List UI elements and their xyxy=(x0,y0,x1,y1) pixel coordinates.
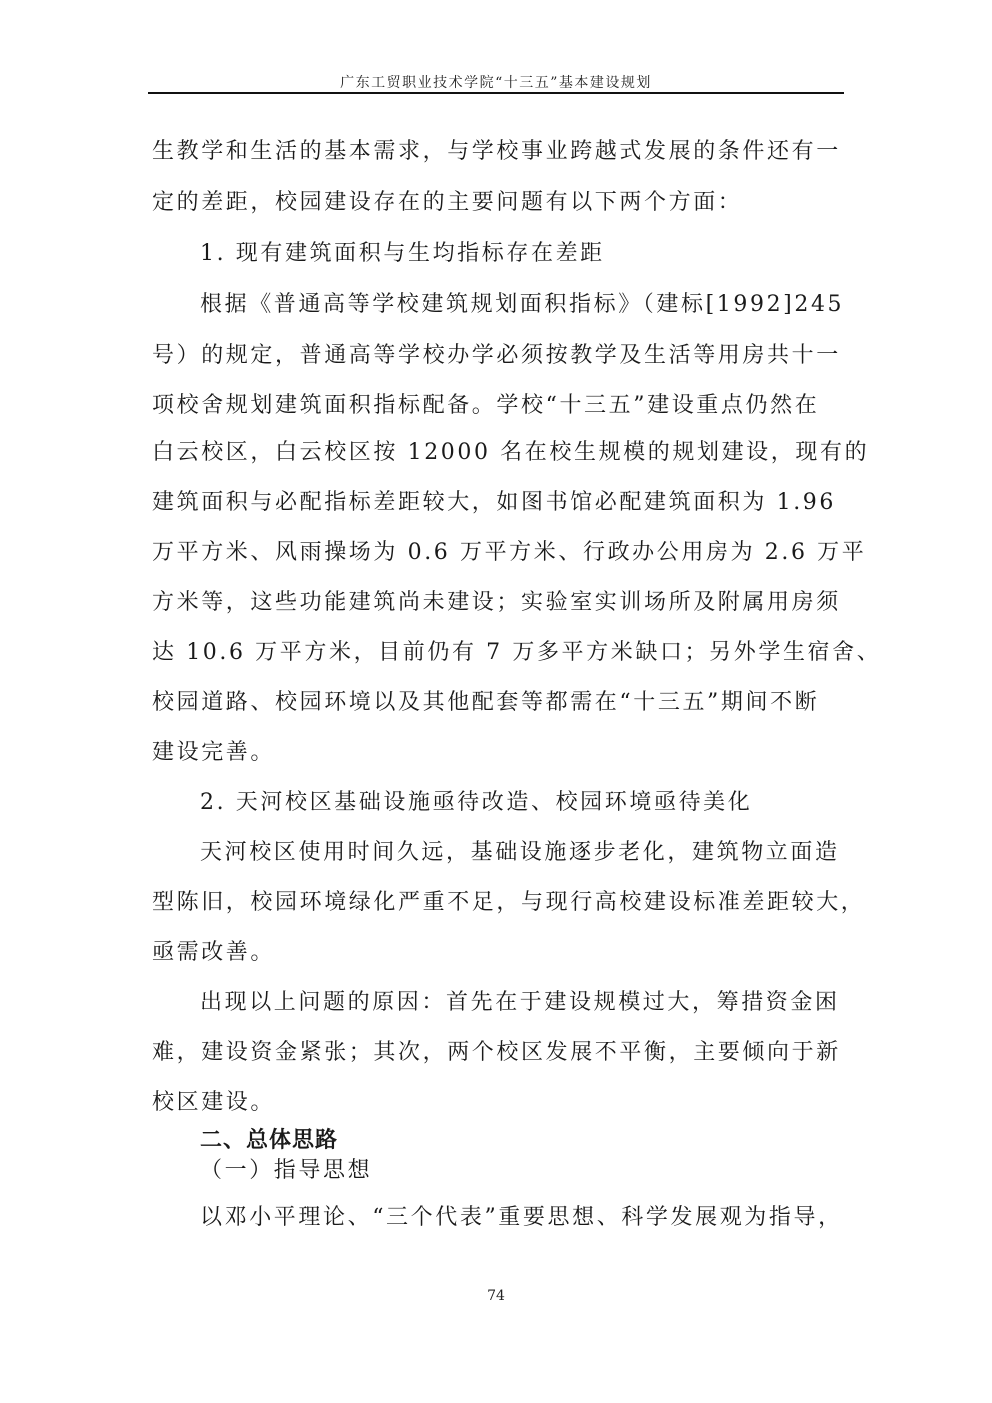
section-heading: 二、总体思路 xyxy=(200,1128,339,1153)
paragraph-start: 出现以上问题的原因：首先在于建设规模过大，筹措资金困 xyxy=(200,990,840,1015)
paragraph-start: 以邓小平理论、“三个代表”重要思想、科学发展观为指导， xyxy=(200,1205,843,1230)
subheading-1: 1. 现有建筑面积与生均指标存在差距 xyxy=(200,241,605,266)
body-line: 白云校区，白云校区按 12000 名在校生规模的规划建设，现有的 xyxy=(152,440,870,465)
body-line: 建筑面积与必配指标差距较大，如图书馆必配建筑面积为 1.96 xyxy=(152,490,836,515)
body-line: 建设完善。 xyxy=(152,740,276,765)
body-line: 亟需改善。 xyxy=(152,940,276,965)
paragraph-start: 根据《普通高等学校建筑规划面积指标》（建标[1992]245 xyxy=(200,292,845,317)
body-line: 方米等，这些功能建筑尚未建设；实验室实训场所及附属用房须 xyxy=(152,590,841,615)
paragraph-start: 天河校区使用时间久远，基础设施逐步老化，建筑物立面造 xyxy=(200,840,840,865)
subheading-2: 2. 天河校区基础设施亟待改造、校园环境亟待美化 xyxy=(200,790,753,815)
page-number: 74 xyxy=(487,1288,505,1304)
body-line: 难，建设资金紧张；其次，两个校区发展不平衡，主要倾向于新 xyxy=(152,1040,841,1065)
subsection-heading: （一）指导思想 xyxy=(200,1158,373,1183)
body-line: 校园道路、校园环境以及其他配套等都需在“十三五”期间不断 xyxy=(152,690,820,715)
body-line: 项校舍规划建筑面积指标配备。学校“十三五”建设重点仍然在 xyxy=(152,393,820,418)
header-divider xyxy=(148,92,844,94)
body-line: 校区建设。 xyxy=(152,1090,276,1115)
body-line: 万平方米、风雨操场为 0.6 万平方米、行政办公用房为 2.6 万平 xyxy=(152,540,867,565)
running-header: 广东工贸职业技术学院“十三五”基本建设规划 xyxy=(340,75,652,91)
body-line: 定的差距，校园建设存在的主要问题有以下两个方面： xyxy=(152,190,743,215)
body-line: 型陈旧，校园环境绿化严重不足，与现行高校建设标准差距较大， xyxy=(152,890,866,915)
body-line: 生教学和生活的基本需求，与学校事业跨越式发展的条件还有一 xyxy=(152,139,841,164)
body-line: 达 10.6 万平方米，目前仍有 7 万多平方米缺口；另外学生宿舍、 xyxy=(152,640,882,665)
body-line: 号）的规定，普通高等学校办学必须按教学及生活等用房共十一 xyxy=(152,343,841,368)
